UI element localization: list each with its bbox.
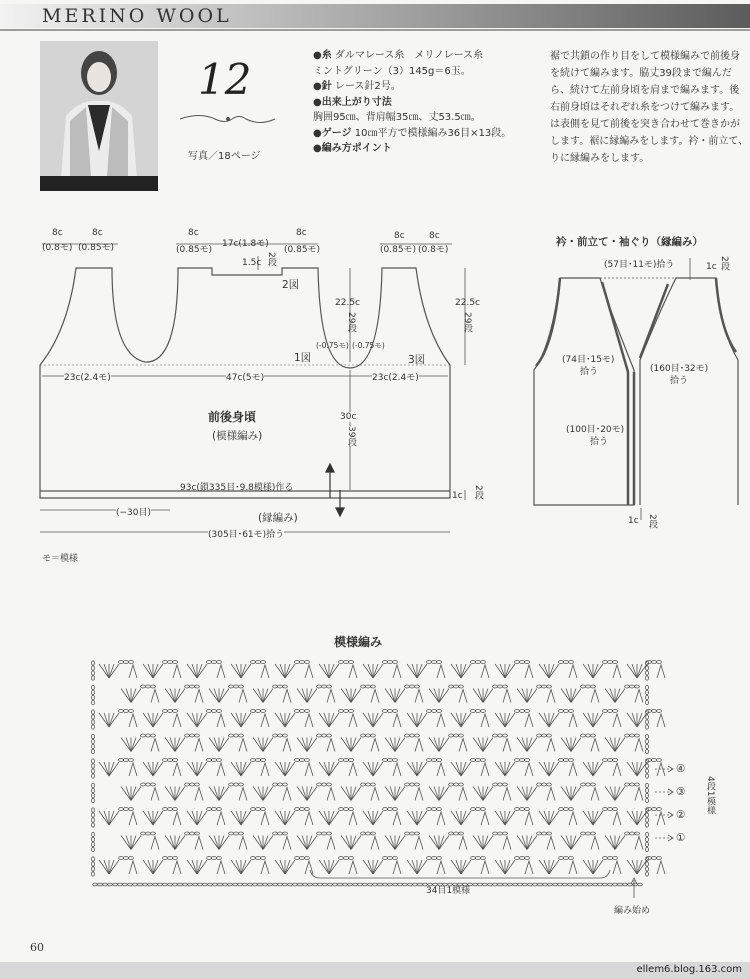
dim-label: 拾う — [590, 437, 609, 447]
instruction-line: します。裾に縁編みをします。衿・前立て、 — [550, 136, 749, 147]
header-title: MERINO WOOL — [42, 5, 232, 27]
dim-label: (160目･32モ) — [650, 364, 709, 374]
figure-label: 3図 — [408, 354, 426, 366]
dim-label: 30c — [340, 412, 357, 422]
dim-label: 39段 — [346, 426, 356, 447]
dim-label: (74目･15モ) — [562, 355, 615, 365]
photo-caption: 写真／18ページ — [188, 151, 261, 162]
stitch-repeat-label: 34目1模様 — [426, 886, 471, 896]
dim-label: 23c(2.4モ) — [372, 370, 419, 383]
dim-label: 8c — [429, 231, 440, 241]
watermark-text: ellem6.blog.163.com — [636, 964, 742, 975]
dim-label: 2段 — [266, 252, 276, 267]
pattern-number: 12 — [198, 55, 252, 104]
figure-label: 2図 — [282, 279, 300, 291]
dim-label: (縁編み) — [258, 512, 298, 524]
dim-label: 2段 — [719, 256, 729, 271]
spec-row: ●針 レース針2号。 — [313, 81, 401, 92]
dim-label: 8c — [296, 228, 307, 238]
dim-label: (0.8モ) — [418, 245, 449, 255]
dim-label: 拾う — [670, 376, 689, 386]
dim-label: 1c — [628, 516, 639, 526]
row-number: ③ — [676, 786, 686, 798]
instruction-line: 右前身頃はそれぞれ糸をつけて編みます。 — [550, 102, 740, 113]
dim-label: (-0.75モ) — [316, 341, 349, 350]
dim-label: 拾う — [580, 367, 599, 377]
spec-row: ●編み方ポイント — [313, 143, 392, 154]
dim-label: 17c(1.8モ) — [222, 239, 269, 249]
instruction-line: ら、続けて左前身頃を肩まで編みます。後 — [550, 85, 740, 96]
dim-label: 2段 — [473, 485, 483, 500]
instruction-line: を続けて編みます。脇丈39段まで編んだ — [550, 68, 732, 79]
specs-block — [313, 48, 548, 157]
dim-label: 8c — [188, 228, 199, 238]
dim-label: (100目･20モ) — [566, 425, 625, 435]
edge-diagram-title: 衿・前立て・袖ぐり（縁編み） — [556, 236, 703, 248]
instructions-text — [550, 48, 750, 167]
dim-label: 1c — [706, 262, 717, 272]
dim-label: (305目･61モ)拾う — [208, 527, 284, 540]
instruction-line: 裾で共鎖の作り目をして模様編みで前後身 — [550, 51, 740, 62]
dim-label: 2段 — [647, 514, 657, 529]
page-number: 60 — [30, 941, 44, 954]
dim-label: (−30目) — [116, 505, 151, 518]
body-subtitle: (模様編み) — [212, 430, 263, 442]
legend-note: モ＝模様 — [42, 554, 79, 564]
dim-label: 8c — [394, 231, 405, 241]
dim-label: 22.5c — [335, 298, 360, 308]
row-number: ② — [676, 809, 686, 821]
stitch-chart-title: 模様編み — [334, 635, 383, 649]
dim-label: (0.85モ) — [380, 245, 417, 255]
dim-label: 93c(鎖335目･9.8模様)作る — [180, 483, 294, 493]
spec-row: ●糸 ダルマレース糸 メリノレース糸 — [313, 50, 484, 61]
spec-row: ●出来上がり寸法 — [313, 96, 392, 108]
spec-row: ●ゲージ 10㎝平方で模様編み36目×13段。 — [313, 127, 512, 139]
dim-label: 29段 — [346, 312, 356, 333]
dim-label: (-0.75モ) — [352, 341, 385, 350]
dim-label: (57目･11モ)拾う — [604, 260, 675, 270]
instruction-line: は表側を見て前後を突き合わせて巻きかが — [550, 119, 740, 130]
dim-label: 47c(5モ) — [226, 370, 264, 383]
dim-label: 23c(2.4モ) — [64, 370, 111, 383]
spec-row: ミントグリーン（3）145g＝6玉。 — [313, 65, 471, 77]
body-title: 前後身頃 — [208, 410, 257, 424]
dim-label: 1c — [452, 491, 463, 501]
dim-label: 29段 — [462, 312, 472, 333]
instruction-line: りに縁編みをします。 — [550, 153, 650, 164]
model-photo — [40, 41, 158, 191]
dim-label: 22.5c — [455, 298, 480, 308]
stitch-symbols — [92, 661, 674, 899]
row-number: ① — [676, 832, 686, 844]
dim-label: (0.8モ) — [42, 243, 73, 253]
dim-label: 8c — [92, 228, 103, 238]
spec-row: 胸囲95㎝、背肩幅35㎝、丈53.5㎝。 — [313, 112, 481, 123]
row-number: ④ — [676, 763, 686, 775]
dim-label: (0.85モ) — [284, 245, 321, 255]
row-repeat-label: 4段1模様 — [705, 776, 715, 815]
dim-label: (0.85モ) — [78, 243, 115, 253]
dim-label: 1.5c — [242, 258, 262, 268]
dim-label: (0.85モ) — [176, 245, 213, 255]
figure-label: 1図 — [294, 352, 312, 364]
start-label: 編み始め — [614, 906, 651, 916]
dim-label: 8c — [52, 228, 63, 238]
